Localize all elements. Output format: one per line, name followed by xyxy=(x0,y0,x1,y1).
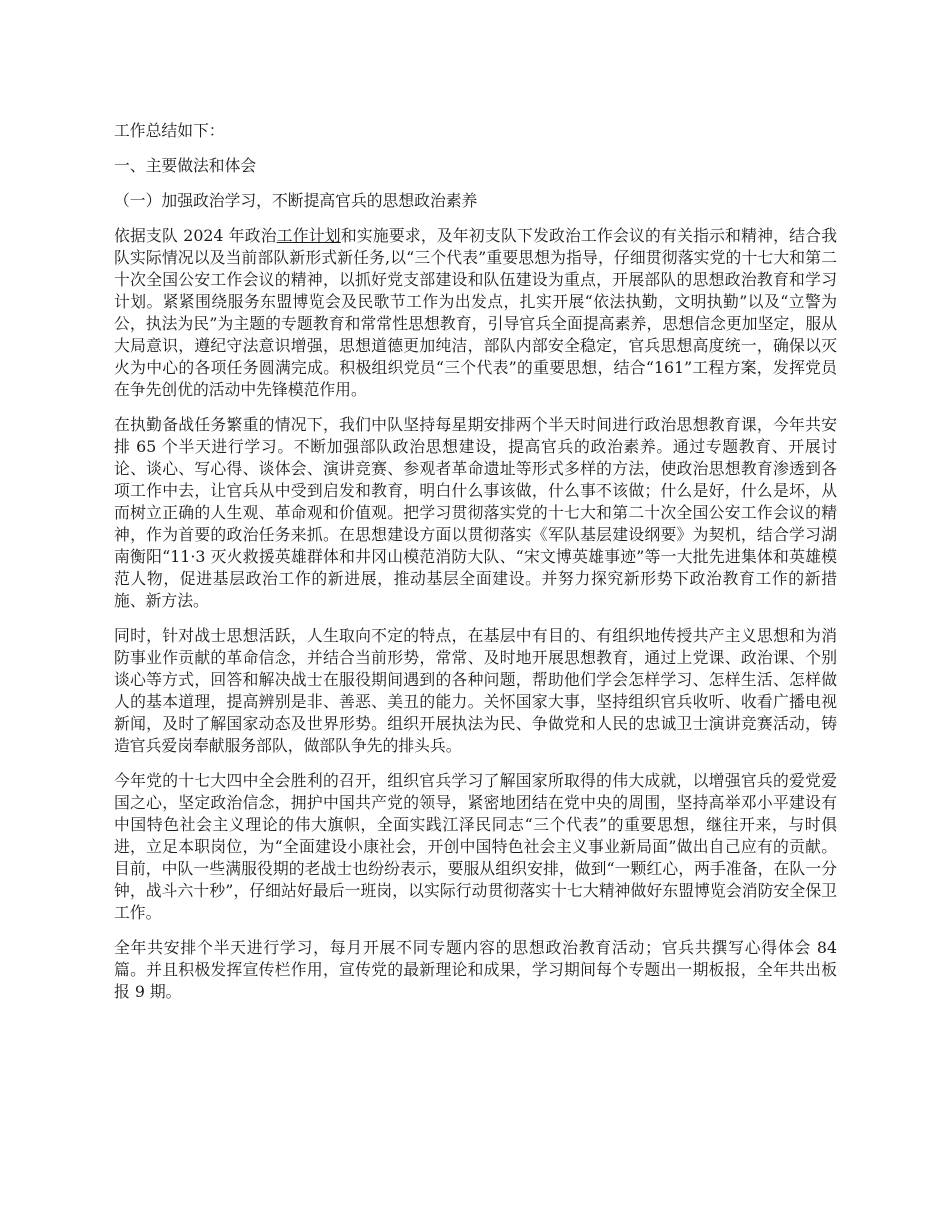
paragraph-5: 全年共安排个半天进行学习，每月开展不同专题内容的思想政治教育活动；官兵共撰写心得体会 84 篇。并且积极发挥宣传栏作用，宣传党的最新理论和成果，学习期间每个专题出一期板报，全年共出板报 9 期。 xyxy=(114,938,837,1001)
paragraph-3: 同时，针对战士思想活跃，人生取向不定的特点，在基层中有目的、有组织地传授共产主义思想和为消防事业作贡献的革命信念，并结合当前形势，常常、及时地开展思想教育，通过上党课、政治课、个别谈心等方式，回答和解决战士在服役期间遇到的各种问题，帮助他们学会怎样学习、怎样生活、怎样做人的基本道理，提高辨别是非、善恶、美丑的能力。关怀国家大事，坚持组织官兵收听、收看广播电视新闻，及时了解国家动态及世界形势。组织开展执法为民、争做党和人民的忠诚卫士演讲竞赛活动，铸造官兵爱岗奉献服务部队，做部队争先的排头兵。 xyxy=(114,626,837,755)
subsection-heading: （一）加强政治学习，不断提高官兵的思想政治素养 xyxy=(114,191,478,210)
paragraph-1-body: 和实施要求，及年初支队下发政治工作会议的有关指示和精神，结合我队实际情况以及当前部队新形式新任务,以“三个代表”重要思想为指导，仔细贯彻落实党的十七大和第二十次全国公安工作会议的精神，以抓好党支部建设和队伍建设为重点，开展部队的思想政治教育和学习计划。紧紧围绕服务东盟博览会及民歌节工作为出发点，扎实开展“依法执勤，文明执勤”以及“立警为公，执法为民”为主题的专题教育和常常性思想教育，引导官兵全面提高素养，思想信念更加坚定，服从大局意识，遵纪守法意识增强，思想道德更加纯洁，部队内部安全稳定，官兵思想高度统一，确保以灭火为中心的各项任务圆满完成。积极组织党员“三个代表”的重要思想，结合“161”工程方案，发挥党员在争先创优的活动中先锋模范作用。 xyxy=(114,226,837,399)
section-heading: 一、主要做法和体会 xyxy=(114,156,257,175)
paragraph-1-lead: 依据支队 2024 年政治 xyxy=(114,226,277,245)
paragraph-4: 今年党的十七大四中全会胜利的召开，组织官兵学习了解国家所取得的伟大成就，以增强官兵的爱党爱国之心，坚定政治信念，拥护中国共产党的领导，紧密地团结在党中央的周围，坚持高举邓小平建设有中国特色社会主义理论的伟大旗帜，全面实践江泽民同志“三个代表”的重要思想，继往开来，与时俱进，立足本职岗位，为“全面建设小康社会，开创中国特色社会主义事业新局面”做出自己应有的贡献。目前，中队一些满服役期的老战士也纷纷表示，要服从组织安排，做到“一颗红心，两手准备，在队一分钟，战斗六十秒”，仔细站好最后一班岗，以实际行动贯彻落实十七大精神做好东盟博览会消防安全保卫工作。 xyxy=(114,771,837,922)
paragraph-2: 在执勤备战任务繁重的情况下，我们中队坚持每星期安排两个半天时间进行政治思想教育课，今年共安排 65 个半天进行学习。不断加强部队政治思想建设，提高官兵的政治素养。通过专题教育、开展讨论、谈心、写心得、谈体会、演讲竞赛、参观者革命遗址等形式多样的方法，使政治思想教育渗透到各项工作中去，让官兵从中受到启发和教育，明白什么事该做，什么事不该做；什么是好，什么是坏，从而树立正确的人生观、革命观和价值观。把学习贯彻落实党的十七大和第二十次全国公安工作会议的精神，作为首要的政治任务来抓。在思想建设方面以贯彻落实《军队基层建设纲要》为契机，结合学习湖南衡阳“11·3 灭火救援英雄群体和井冈山模范消防大队、“宋文博英雄事迹”等一大批先进集体和英雄模范人物，促进基层政治工作的新进展，推动基层全面建设。并努力探究新形势下政治教育工作的新措施、新方法。 xyxy=(114,415,837,610)
work-plan-link[interactable]: 工作计划 xyxy=(276,226,341,245)
paragraph-1 xyxy=(114,225,837,401)
intro-line: 工作总结如下： xyxy=(114,121,225,140)
document-page xyxy=(114,120,837,1016)
